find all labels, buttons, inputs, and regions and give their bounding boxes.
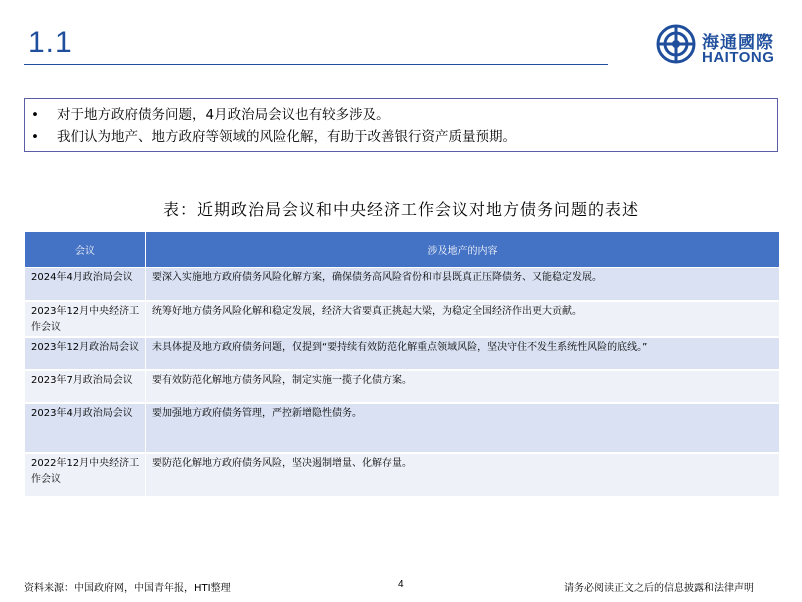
section-number: 1.1 <box>28 26 73 59</box>
column-header-content: 涉及地产的内容 <box>146 232 780 268</box>
footer-disclaimer: 请务必阅读正文之后的信息披露和法律声明 <box>564 583 754 594</box>
table-header-row <box>25 232 780 268</box>
bullet-icon: • <box>31 107 39 123</box>
company-logo <box>656 24 776 68</box>
column-header-meeting: 会议 <box>25 232 146 268</box>
meeting-cell: 2022年12月中央经济工作会议 <box>25 453 146 497</box>
page-number: 4 <box>398 579 404 590</box>
table-row <box>25 370 780 403</box>
key-points-list <box>31 104 777 148</box>
haitong-emblem-icon <box>656 24 696 64</box>
content-cell: 要深入实施地方政府债务风险化解方案，确保债务高风险省份和市县既真正压降债务、又能稳定发展。 <box>146 268 780 301</box>
table-row <box>25 453 780 497</box>
meeting-cell: 2024年4月政治局会议 <box>25 268 146 301</box>
list-item <box>31 126 777 148</box>
footer-source: 资料来源：中国政府网，中国青年报，HTI整理 <box>24 583 231 594</box>
table-row <box>25 403 780 453</box>
content-cell: 未具体提及地方政府债务问题，仅提到“要持续有效防范化解重点领域风险，坚决守住不发生系统性风险的底线。” <box>146 337 780 370</box>
table-row <box>25 268 780 301</box>
table-row <box>25 301 780 337</box>
table-title: 表：近期政治局会议和中央经济工作会议对地方债务问题的表述 <box>162 200 639 219</box>
logo-name-cn: 海通國際 <box>702 33 774 53</box>
content-cell: 要防范化解地方政府债务风险，坚决遏制增量、化解存量。 <box>146 453 780 497</box>
logo-name-en: HAITONG <box>702 49 775 66</box>
meeting-cell: 2023年7月政治局会议 <box>25 370 146 403</box>
key-points-box <box>24 98 778 152</box>
table-row <box>25 337 780 370</box>
bullet-text: 对于地方政府债务问题，4月政治局会议也有较多涉及。 <box>57 107 390 123</box>
title-divider <box>24 64 608 65</box>
meeting-cell: 2023年4月政治局会议 <box>25 403 146 453</box>
bullet-text: 我们认为地产、地方政府等领域的风险化解，有助于改善银行资产质量预期。 <box>57 129 516 145</box>
bullet-icon: • <box>31 129 39 145</box>
content-cell: 要有效防范化解地方债务风险，制定实施一揽子化债方案。 <box>146 370 780 403</box>
content-cell: 要加强地方政府债务管理，严控新增隐性债务。 <box>146 403 780 453</box>
meeting-cell: 2023年12月政治局会议 <box>25 337 146 370</box>
meeting-cell: 2023年12月中央经济工作会议 <box>25 301 146 337</box>
policy-table <box>24 231 780 498</box>
list-item <box>31 104 777 126</box>
content-cell: 统筹好地方债务风险化解和稳定发展，经济大省要真正挑起大梁，为稳定全国经济作出更大贡献。 <box>146 301 780 337</box>
